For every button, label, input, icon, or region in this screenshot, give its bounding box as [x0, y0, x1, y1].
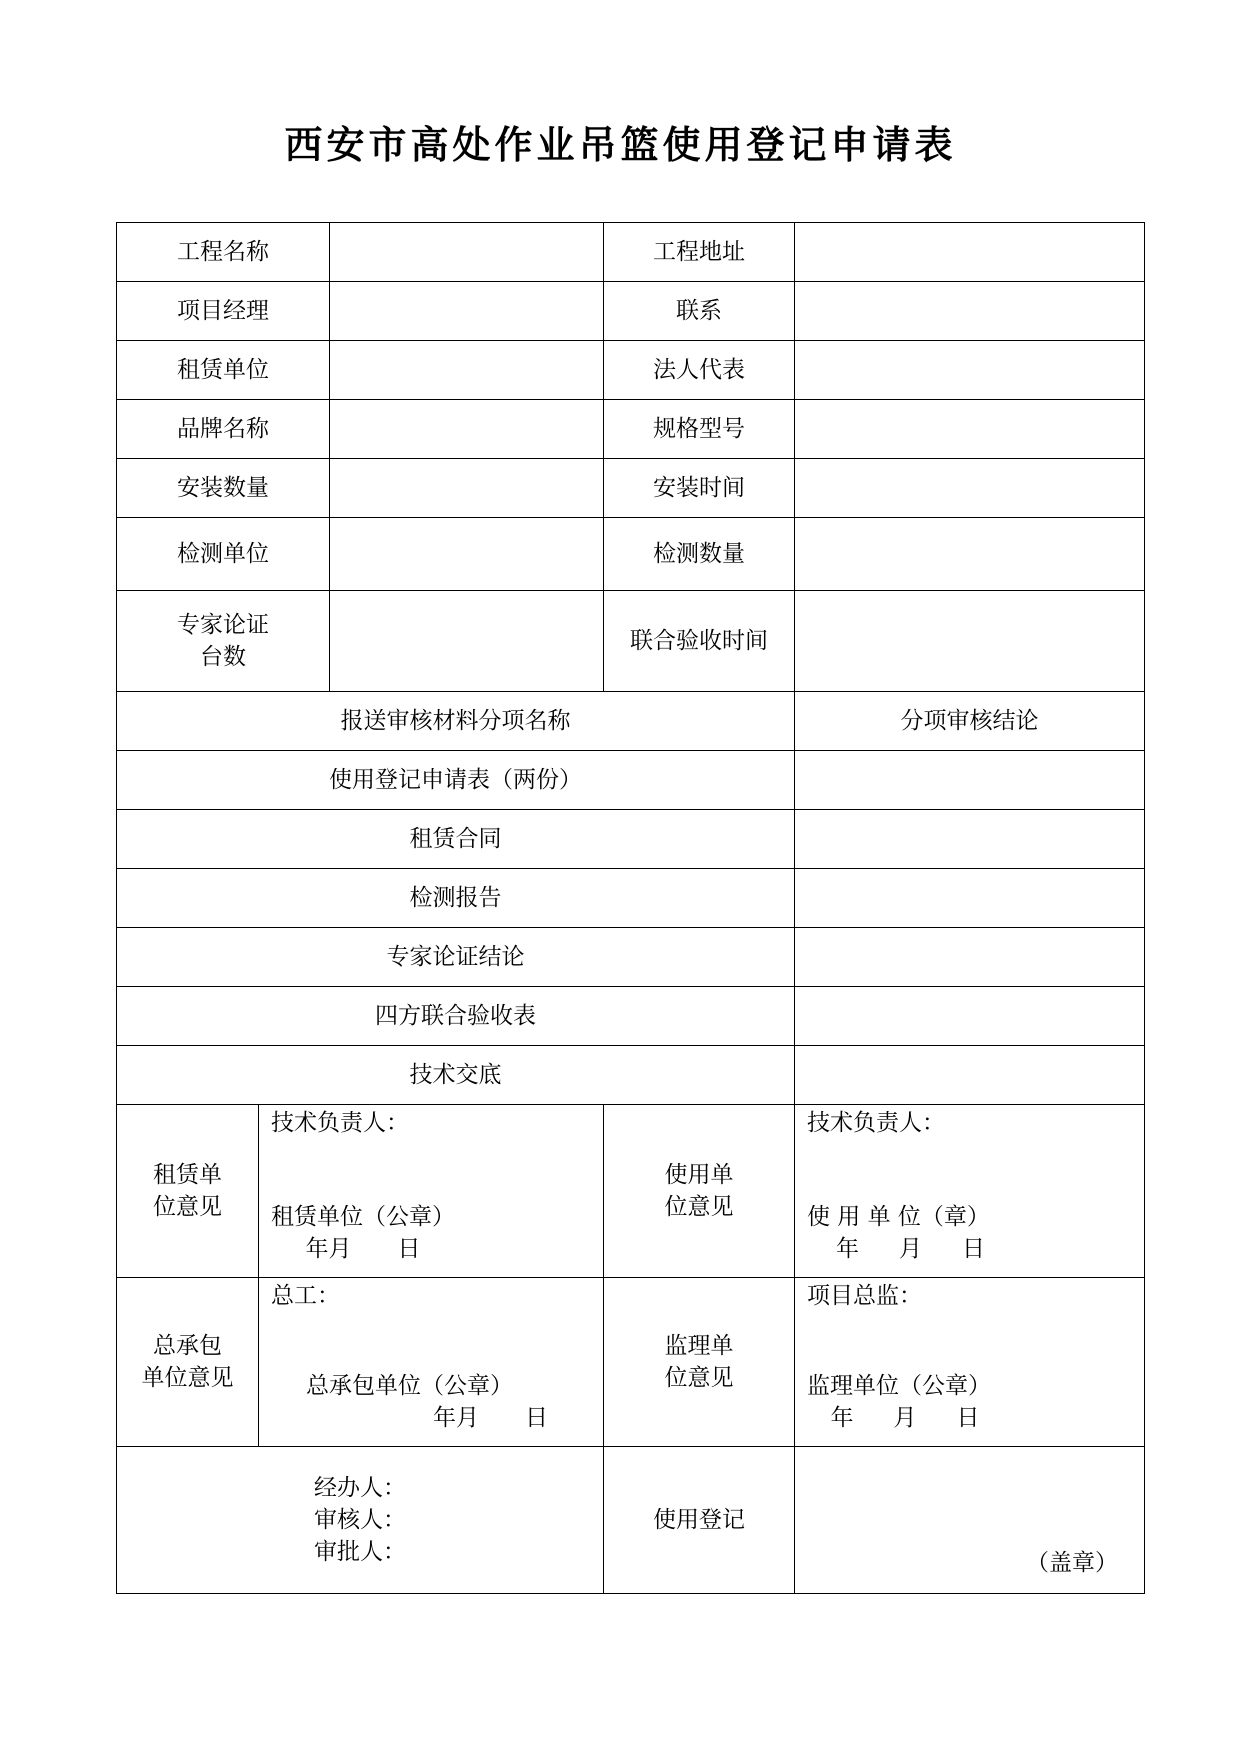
rental-unit-seal: 租赁单位（公章） [271, 1203, 455, 1230]
contractor-unit-seal: 总承包单位（公章） [306, 1372, 513, 1399]
supervisor-chief: 项目总监： [807, 1283, 922, 1309]
label-project-address: 工程地址 [604, 223, 795, 282]
supervisor-opinion-field[interactable] [795, 1278, 1145, 1447]
opinion-row [117, 1278, 1145, 1447]
material-conclusion-field[interactable] [795, 751, 1145, 810]
rental-opinion-field[interactable] [259, 1105, 604, 1278]
label-line: 使用单 [664, 1161, 734, 1188]
seal-label: （盖章） [1026, 1549, 1118, 1576]
label-contractor-opinion [117, 1278, 259, 1447]
material-item: 专家论证结论 [117, 928, 795, 987]
material-conclusion-field[interactable] [795, 810, 1145, 869]
materials-header-conclusion: 分项审核结论 [795, 692, 1145, 751]
label-line: 位意见 [664, 1365, 734, 1391]
info-row [117, 223, 1145, 282]
label-line: 位意见 [664, 1194, 734, 1220]
label-line: 租赁单 [153, 1161, 222, 1188]
material-row [117, 987, 1145, 1046]
material-row [117, 810, 1145, 869]
contractor-opinion-field[interactable] [259, 1278, 604, 1447]
field-model-spec[interactable] [795, 400, 1145, 459]
user-unit-seal: 使 用 单 位（章） [807, 1203, 990, 1230]
label-rental-unit: 租赁单位 [117, 341, 330, 400]
label-line: 专家论证 [177, 611, 269, 638]
date-month: 月 [893, 1404, 917, 1431]
rental-date: 年月 日 [305, 1235, 421, 1262]
field-project-address[interactable] [795, 223, 1145, 282]
label-inspection-unit: 检测单位 [117, 518, 330, 591]
material-conclusion-field[interactable] [795, 869, 1145, 928]
info-row [117, 591, 1145, 692]
label-line: 位意见 [153, 1194, 222, 1220]
user-opinion-field[interactable] [795, 1105, 1145, 1278]
label-line: 台数 [200, 644, 246, 670]
info-row [117, 459, 1145, 518]
label-brand-name: 品牌名称 [117, 400, 330, 459]
field-project-manager[interactable] [330, 282, 604, 341]
field-contact[interactable] [795, 282, 1145, 341]
contractor-chief-engineer: 总工： [271, 1283, 340, 1309]
approver-label: 审批人： [314, 1539, 406, 1566]
material-item: 租赁合同 [117, 810, 795, 869]
label-joint-acceptance-time: 联合验收时间 [604, 591, 795, 692]
supervisor-date [807, 1402, 991, 1434]
label-install-time: 安装时间 [604, 459, 795, 518]
handlers-field[interactable] [117, 1447, 604, 1594]
label-project-name: 工程名称 [117, 223, 330, 282]
material-conclusion-field[interactable] [795, 1046, 1145, 1105]
label-rental-opinion [117, 1105, 259, 1278]
label-usage-registration: 使用登记 [604, 1447, 795, 1594]
label-legal-representative: 法人代表 [604, 341, 795, 400]
info-row [117, 341, 1145, 400]
materials-header-name: 报送审核材料分项名称 [117, 692, 795, 751]
user-technical-lead: 技术负责人： [807, 1110, 945, 1136]
field-expert-review-count[interactable] [330, 591, 604, 692]
label-user-opinion [604, 1105, 795, 1278]
footer-row [117, 1447, 1145, 1594]
material-row [117, 869, 1145, 928]
field-brand-name[interactable] [330, 400, 604, 459]
contractor-date: 年月 日 [433, 1404, 548, 1431]
material-item: 检测报告 [117, 869, 795, 928]
materials-header-row [117, 692, 1145, 751]
rental-technical-lead: 技术负责人： [271, 1110, 409, 1136]
field-legal-representative[interactable] [795, 341, 1145, 400]
info-row [117, 518, 1145, 591]
form-title: 西安市高处作业吊篮使用登记申请表 [284, 122, 957, 167]
material-item: 技术交底 [117, 1046, 795, 1105]
material-item: 四方联合验收表 [117, 987, 795, 1046]
handler-label: 经办人： [314, 1474, 406, 1501]
date-year: 年 [835, 1235, 859, 1262]
material-item: 使用登记申请表（两份） [117, 751, 795, 810]
label-inspection-quantity: 检测数量 [604, 518, 795, 591]
field-inspection-quantity[interactable] [795, 518, 1145, 591]
field-install-quantity[interactable] [330, 459, 604, 518]
user-date [807, 1233, 990, 1265]
label-install-quantity: 安装数量 [117, 459, 330, 518]
info-row [117, 400, 1145, 459]
date-day: 日 [956, 1404, 980, 1431]
label-model-spec: 规格型号 [604, 400, 795, 459]
material-row [117, 751, 1145, 810]
material-row [117, 928, 1145, 987]
reviewer-label: 审核人： [314, 1506, 406, 1533]
opinion-row [117, 1105, 1145, 1278]
field-install-time[interactable] [795, 459, 1145, 518]
application-form-table [116, 222, 1145, 1594]
date-month: 月 [898, 1235, 922, 1262]
material-conclusion-field[interactable] [795, 987, 1145, 1046]
info-row [117, 282, 1145, 341]
label-line: 总承包 [153, 1332, 222, 1359]
field-rental-unit[interactable] [330, 341, 604, 400]
label-expert-review-count [117, 591, 330, 692]
field-inspection-unit[interactable] [330, 518, 604, 591]
registration-field[interactable] [795, 1447, 1145, 1594]
label-contact: 联系 [604, 282, 795, 341]
supervisor-unit-seal: 监理单位（公章） [807, 1372, 991, 1399]
material-row [117, 1046, 1145, 1105]
material-conclusion-field[interactable] [795, 928, 1145, 987]
date-day: 日 [961, 1235, 985, 1262]
field-project-name[interactable] [330, 223, 604, 282]
label-supervisor-opinion [604, 1278, 795, 1447]
date-year: 年 [830, 1404, 854, 1431]
label-line: 监理单 [664, 1332, 734, 1359]
label-line: 单位意见 [141, 1365, 234, 1391]
label-project-manager: 项目经理 [117, 282, 330, 341]
field-joint-acceptance-time[interactable] [795, 591, 1145, 692]
